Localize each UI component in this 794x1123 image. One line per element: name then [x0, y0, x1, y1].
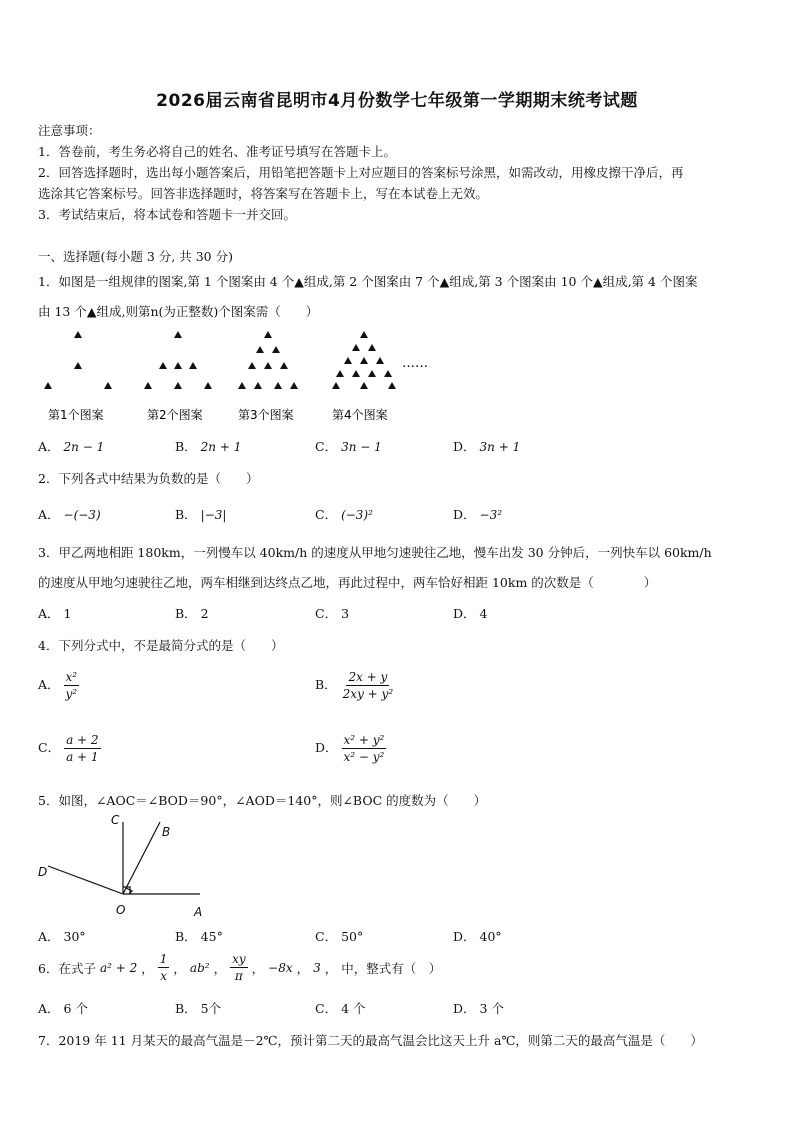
option-label: D．: [453, 507, 476, 522]
option-label: C．: [315, 606, 338, 621]
numerator: x²: [65, 670, 78, 684]
q2-text: 2．下列各式中结果为负数的是（ ）: [38, 471, 259, 486]
triangle-icon: [238, 382, 246, 389]
triangle-icon: [104, 382, 112, 389]
q1-option-c[interactable]: [315, 437, 382, 455]
q4-option-c[interactable]: [38, 733, 101, 764]
option-label: D．: [453, 439, 476, 454]
triangle-icon: [360, 357, 368, 364]
numerator: xy: [232, 952, 246, 966]
option-value: 3n − 1: [341, 440, 382, 454]
triangle-icon: [264, 331, 272, 338]
option-value: 6 个: [63, 1001, 88, 1016]
notice-item-2: 2．回答选择题时，选出每小题答案后，用铅笔把答题卡上对应题目的答案标号涂黑，如需改动，用橡皮擦干净后，再: [38, 165, 684, 180]
q3-option-d[interactable]: [453, 604, 487, 622]
q6-fraction-2: [230, 952, 248, 983]
triangle-icon: [174, 362, 182, 369]
triangle-icon: [44, 382, 52, 389]
q1-option-b[interactable]: [175, 437, 241, 455]
option-label: C．: [315, 439, 338, 454]
q5-option-c[interactable]: [315, 927, 363, 945]
option-value: −3²: [479, 508, 503, 522]
triangle-icon: [388, 382, 396, 389]
option-value: |−3|: [200, 508, 227, 522]
denominator: 2xy + y²: [342, 687, 394, 701]
q3-option-c[interactable]: [315, 604, 349, 622]
option-label: B．: [175, 507, 197, 522]
denominator: a + 1: [66, 750, 99, 764]
q1-pattern-figure: [30, 325, 450, 425]
q1-text-line1: 1．如图是一组规律的图案,第 1 个图案由 4 个▲组成,第 2 个图案由 7 个▲组成,第 3 个图案由 10 个▲组成,第 4 个图案: [38, 274, 698, 289]
option-value: 4 个: [341, 1001, 366, 1016]
triangle-icon: [352, 370, 360, 377]
numerator: 1: [159, 952, 168, 966]
q6-fraction-1: [158, 952, 170, 983]
q6-suffix: 中，整式有（ ）: [341, 960, 442, 976]
q4-option-b[interactable]: [315, 670, 395, 701]
option-label: A．: [38, 606, 60, 621]
triangle-icon: [336, 370, 344, 377]
numerator: x² + y²: [343, 733, 385, 747]
pattern-caption-3: 第3个图案: [238, 408, 294, 422]
q6-option-a[interactable]: [38, 999, 88, 1017]
q6-expr-2: ab²: [189, 960, 210, 975]
section-heading: 一、选择题(每小题 3 分, 共 30 分): [38, 249, 233, 264]
notice-heading: 注意事项：: [38, 123, 101, 138]
option-label: A．: [38, 677, 60, 692]
option-label: A．: [38, 929, 60, 944]
continuation-dots: ……: [402, 356, 428, 371]
triangle-icon: [280, 362, 288, 369]
triangle-icon: [274, 382, 282, 389]
option-value: 2n − 1: [63, 440, 105, 454]
denominator: π: [234, 969, 243, 983]
option-label: B．: [175, 606, 197, 621]
q6-expr-1: a² + 2: [99, 960, 138, 975]
q5-option-a[interactable]: [38, 927, 86, 945]
option-label: C．: [315, 929, 338, 944]
option-value: 4: [479, 606, 488, 621]
point-label-d: D: [38, 865, 48, 879]
fraction: [342, 733, 387, 764]
q4-text: 4．下列分式中，不是最简分式的是（ ）: [38, 638, 284, 653]
triangle-icon: [204, 382, 212, 389]
triangle-icon: [189, 362, 197, 369]
option-label: C．: [315, 507, 338, 522]
triangle-icon: [254, 382, 262, 389]
fraction: [341, 670, 395, 701]
option-value: 1: [63, 606, 72, 621]
option-value: −(−3): [63, 508, 101, 522]
option-value: 3n + 1: [479, 440, 521, 454]
triangle-icon: [384, 370, 392, 377]
option-value: 40°: [479, 929, 502, 944]
triangle-icon: [332, 382, 340, 389]
option-label: B．: [175, 439, 197, 454]
option-label: D．: [315, 740, 338, 755]
notice-item-2-cont: 选涂其它答案标号。回答非选择题时，将答案写在答题卡上，写在本试卷上无效。: [38, 186, 489, 201]
q2-option-b[interactable]: [175, 505, 226, 523]
q6-prefix: 6．在式子: [38, 960, 96, 976]
ray-ob: [123, 822, 160, 894]
numerator: a + 2: [66, 733, 99, 747]
triangle-icon: [376, 357, 384, 364]
option-value: 50°: [341, 929, 364, 944]
option-label: D．: [453, 606, 476, 621]
q5-option-b[interactable]: [175, 927, 223, 945]
option-value: 5个: [200, 1001, 222, 1016]
option-label: A．: [38, 1001, 60, 1016]
triangle-icon: [74, 362, 82, 369]
q3-text-line1: 3．甲乙两地相距 180km，一列慢车以 40km/h 的速度从甲地匀速驶往乙地，慢车出发 30 分钟后，一列快车以 60km/h: [38, 545, 712, 560]
triangle-icon: [174, 382, 182, 389]
q6-text: 6．在式子 a² + 2 ， $\frac{1}{x}$ ， ab² ， $\frac{xy}{\pi}$ ， −8x ， 3 ， 中，整式有（ ）: [38, 952, 442, 983]
triangle-icon: [360, 382, 368, 389]
triangle-icon: [360, 331, 368, 338]
q6-option-c[interactable]: [315, 999, 366, 1017]
triangle-icon: [144, 382, 152, 389]
option-label: B．: [175, 1001, 197, 1016]
triangle-icon: [368, 370, 376, 377]
triangle-icon: [256, 346, 264, 353]
option-label: A．: [38, 507, 60, 522]
option-value: 2: [200, 606, 209, 621]
pattern-caption-1: 第1个图案: [48, 408, 104, 422]
point-label-b: B: [162, 825, 171, 839]
right-angle-mark: [126, 888, 132, 894]
pattern-caption-2: 第2个图案: [147, 408, 203, 422]
option-label: A．: [38, 439, 60, 454]
q6-option-b[interactable]: [175, 999, 221, 1017]
point-label-o: O: [116, 903, 126, 917]
q7-text: 7．2019 年 11 月某天的最高气温是－2℃，预计第二天的最高气温会比这天上升 a℃，则第二天的最高气温是（ ）: [38, 1033, 703, 1048]
option-label: D．: [453, 929, 476, 944]
fraction: [64, 670, 80, 701]
option-value: 3: [341, 606, 350, 621]
option-value: (−3)²: [341, 508, 373, 522]
q3-option-a[interactable]: [38, 604, 71, 622]
denominator: x: [160, 969, 167, 983]
q2-option-c[interactable]: [315, 505, 373, 523]
denominator: x² − y²: [343, 750, 385, 764]
q6-expr-3: −8x: [268, 960, 293, 975]
q6-expr-4: 3: [313, 960, 321, 975]
q5-option-d[interactable]: [453, 927, 502, 945]
page-title: 2026届云南省昆明市4月份数学七年级第一学期期末统考试题: [156, 91, 638, 111]
option-label: C．: [315, 1001, 338, 1016]
option-label: D．: [453, 1001, 476, 1016]
triangle-icon: [272, 346, 280, 353]
notice-item-3: 3．考试结束后，将本试卷和答题卡一并交回。: [38, 207, 296, 222]
q3-option-b[interactable]: [175, 604, 209, 622]
triangle-icon: [344, 357, 352, 364]
option-label: C．: [38, 740, 61, 755]
triangle-icon: [290, 382, 298, 389]
triangle-icon: [248, 362, 256, 369]
ray-od: [48, 866, 123, 894]
triangle-icon: [174, 331, 182, 338]
q1-option-d[interactable]: [453, 437, 520, 455]
option-value: 3 个: [479, 1001, 504, 1016]
q4-option-d[interactable]: [315, 733, 386, 764]
q3-text-line2: 的速度从甲地匀速驶往乙地，两车相继到达终点乙地，再此过程中，两车恰好相距 10km 的次数是（ ）: [38, 575, 657, 590]
triangle-icon: [352, 344, 360, 351]
q5-angle-figure: [30, 808, 220, 923]
q6-option-d[interactable]: [453, 999, 504, 1017]
option-label: B．: [315, 677, 337, 692]
q1-text-line2: 由 13 个▲组成,则第n(为正整数)个图案需（ ）: [38, 304, 319, 319]
pattern-caption-4: 第4个图案: [332, 408, 388, 422]
option-label: B．: [175, 929, 197, 944]
triangle-icon: [159, 362, 167, 369]
fraction: [64, 733, 100, 764]
denominator: y²: [65, 687, 78, 701]
triangle-icon: [368, 344, 376, 351]
q2-option-d[interactable]: [453, 505, 502, 523]
point-label-a: A: [194, 905, 203, 919]
q1-option-a[interactable]: [38, 437, 104, 455]
option-value: 2n + 1: [200, 440, 242, 454]
q5-text: 5．如图，∠AOC＝∠BOD＝90°，∠AOD＝140°，则∠BOC 的度数为（ ）: [38, 793, 487, 808]
triangle-icon: [74, 331, 82, 338]
option-value: 45°: [200, 929, 223, 944]
triangle-icon: [264, 362, 272, 369]
notice-item-1: 1．答卷前，考生务必将自己的姓名、准考证号填写在答题卡上。: [38, 144, 396, 159]
q4-option-a[interactable]: [38, 670, 79, 701]
numerator: 2x + y: [348, 670, 388, 684]
option-value: 30°: [63, 929, 86, 944]
point-label-c: C: [111, 813, 120, 827]
q2-option-a[interactable]: [38, 505, 101, 523]
